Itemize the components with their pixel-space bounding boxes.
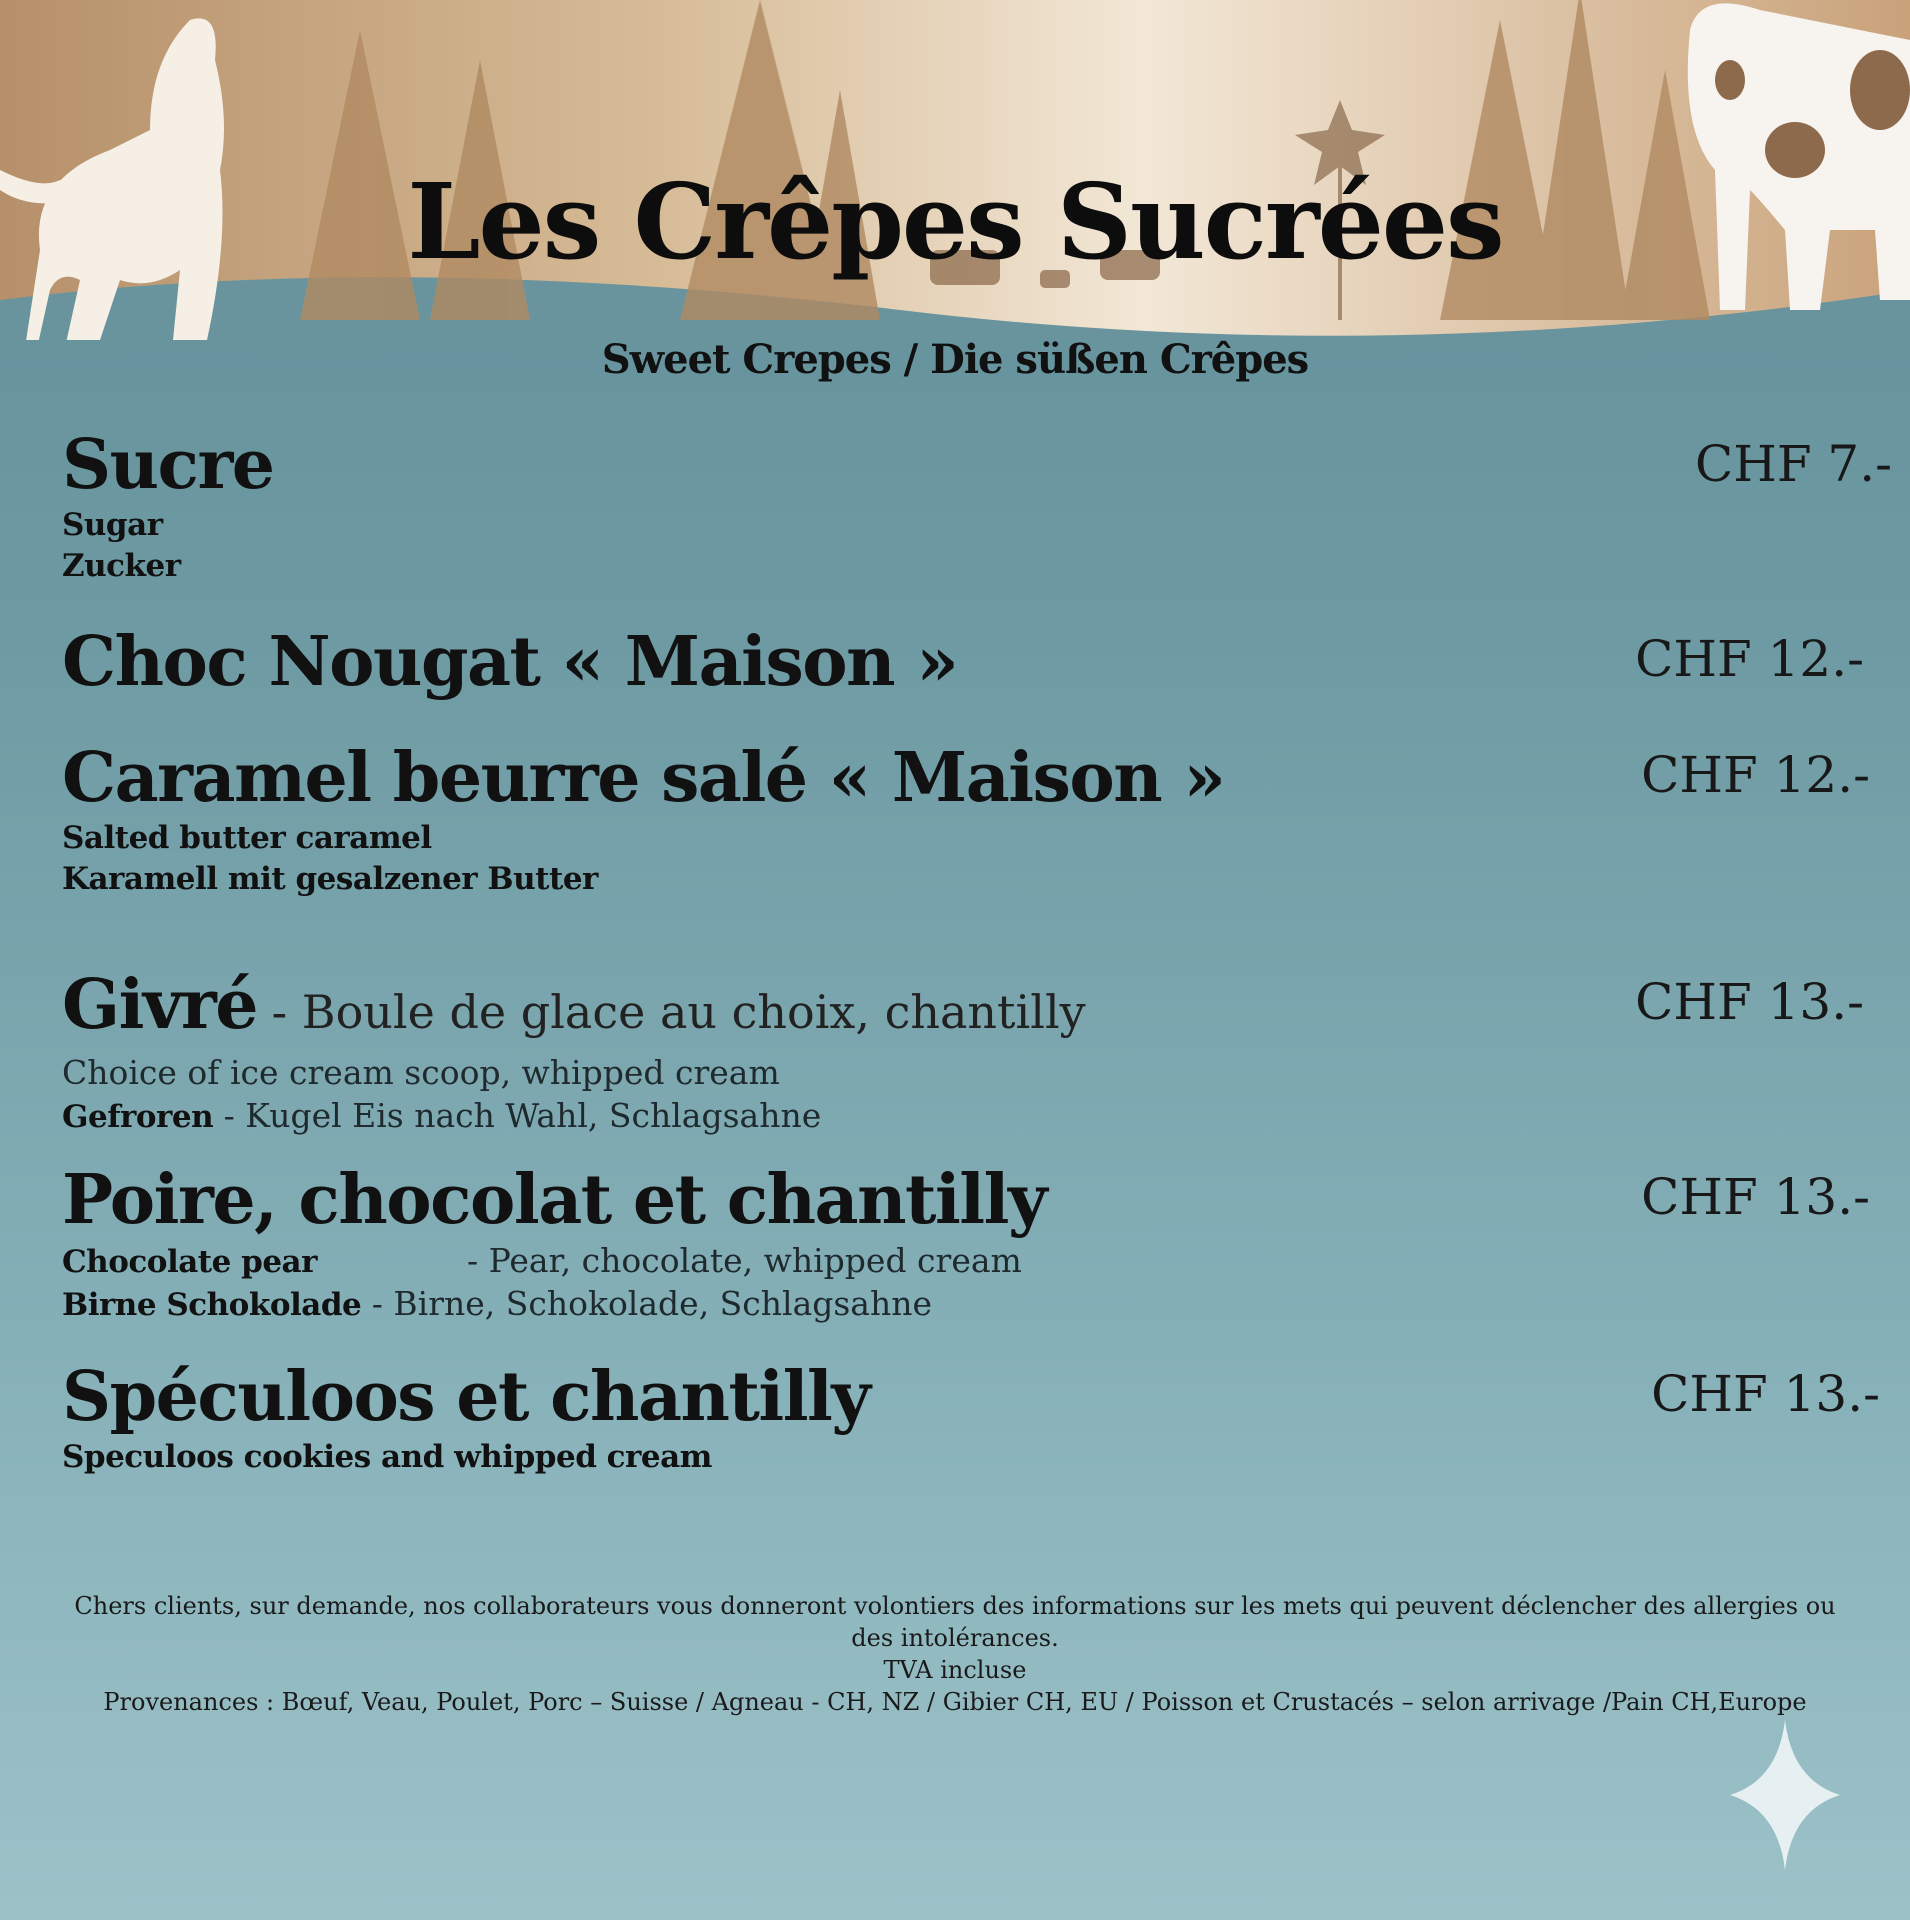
menu-item [62, 965, 1892, 1138]
item-name: Sucre [62, 425, 274, 505]
item-description: - Boule de glace au choix, chantilly [257, 985, 1086, 1039]
item-price: CHF 13.- [1641, 1168, 1870, 1226]
item-price: CHF 12.- [1635, 630, 1864, 688]
item-price: CHF 7.- [1694, 435, 1892, 493]
menu-item [62, 425, 1892, 587]
item-translation-de: Karamell mit gesalzener Butter [62, 861, 598, 897]
page-title: Les Crêpes Sucrées [407, 160, 1503, 283]
item-translation-en: Speculoos cookies and whipped cream [62, 1439, 712, 1475]
sparkle-icon [1730, 1720, 1840, 1870]
menu-item [62, 1357, 1892, 1478]
item-name: Poire, chocolat et chantilly [62, 1160, 1046, 1240]
item-translation-de: Gefroren - Kugel Eis nach Wahl, Schlagsahne [62, 1096, 822, 1135]
item-price: CHF 12.- [1641, 746, 1870, 804]
vat-notice: TVA incluse [883, 1656, 1027, 1684]
item-translation-de: Birne Schokolade - Birne, Schokolade, Schlagsahne [62, 1284, 933, 1323]
item-name: Spéculoos et chantilly [62, 1357, 870, 1437]
item-translation-de: Zucker [62, 548, 181, 584]
item-translation-en: Salted butter caramel [62, 820, 432, 856]
item-price: CHF 13.- [1635, 973, 1864, 1031]
menu-item [62, 738, 1892, 900]
item-translation-en: Sugar [62, 507, 163, 543]
page-subtitle: Sweet Crepes / Die süßen Crêpes [601, 336, 1309, 383]
item-translation-en: Chocolate pear - Pear, chocolate, whipped cream [62, 1241, 1022, 1280]
item-price: CHF 13.- [1651, 1365, 1880, 1423]
item-name: Choc Nougat « Maison » [62, 622, 958, 702]
item-name: Caramel beurre salé « Maison » [62, 738, 1225, 818]
provenance-notice: Provenances : Bœuf, Veau, Poulet, Porc – Suisse / Agneau - CH, NZ / Gibier CH, EU / Poisson et Crustacés – selon arrivage /Pain CH,Europe [103, 1688, 1807, 1716]
allergy-notice: Chers clients, sur demande, nos collaborateurs vous donneront volontiers des informations sur les mets qui peuvent déclencher des allergies ou des intolérances. [74, 1592, 1836, 1652]
footer-notice [60, 1590, 1850, 1718]
item-translation-en: Choice of ice cream scoop, whipped cream [62, 1053, 780, 1092]
menu-item [62, 622, 1892, 702]
menu-item [62, 1160, 1892, 1326]
item-name: Givré - Boule de glace au choix, chantilly [62, 965, 1086, 1045]
